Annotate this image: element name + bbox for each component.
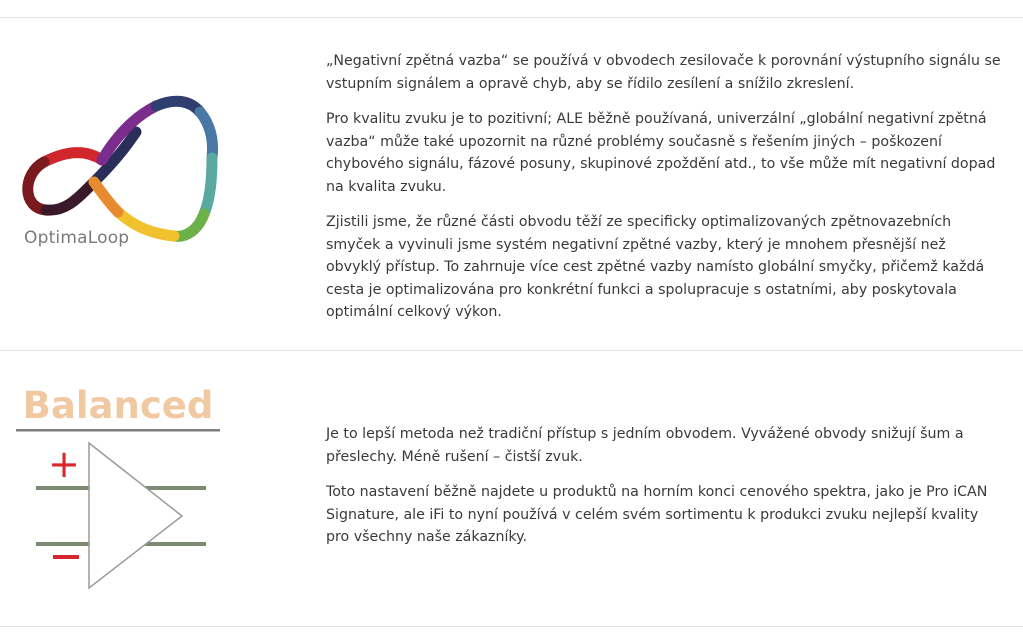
optimaloop-description <box>326 50 1001 324</box>
amplifier-triangle-icon <box>89 443 182 588</box>
balanced-logo-title: Balanced <box>22 384 214 427</box>
top-divider <box>0 17 1023 18</box>
optimaloop-paragraph-1: „Negativní zpětná vazba“ se používá v obvodech zesilovače k porovnání výstupního signálu se vstupním signálem a opravě chyb, aby se řídilo zesílení a snížilo zkreslení. <box>326 53 1001 92</box>
minus-icon <box>53 555 79 559</box>
optimaloop-paragraph-2: Pro kvalitu zvuku je to pozitivní; ALE běžně používaná, univerzální „globální negativní zpětná vazba“ může také upozornit na různé problémy současně s řešením jiných – poškození chybového signálu, fázové posuny, skupinové zpoždění atd., to vše může mít negativní dopad na kvalita zvuku. <box>326 111 996 195</box>
plus-icon: + <box>48 442 80 486</box>
infinity-loop-icon <box>14 90 224 250</box>
section-divider <box>0 350 1023 351</box>
balanced-description <box>326 423 1001 549</box>
balanced-amplifier-icon <box>14 380 229 595</box>
optimaloop-paragraph-3: Zjistili jsme, že různé části obvodu těží ze specificky optimalizovaných zpětnovazebních smyček a vyvinuli jsme systém negativní zpětné vazby, který je mnohem přesnější než obvyklý přístup. To zahrnuje více cest zpětné vazby namísto globální smyčky, přičemž každá cesta je optimalizována pro konkrétní funkci a spolupracuje s ostatními, aby poskytovala optimální celkový výkon. <box>326 214 985 320</box>
balanced-underline <box>16 429 220 432</box>
balanced-logo <box>14 380 229 595</box>
bottom-divider <box>0 626 1023 627</box>
balanced-paragraph-1: Je to lepší metoda než tradiční přístup s jedním obvodem. Vyvážené obvody snižují šum a přeslechy. Méně rušení – čistší zvuk. <box>326 426 964 465</box>
optimaloop-logo <box>14 90 224 250</box>
balanced-paragraph-2: Toto nastavení běžně najdete u produktů na horním konci cenového spektra, jako je Pro iCAN Signature, ale iFi to nyní používá v celém svém sortimentu k produkci zvuku nejlepší kvality pro všechny naše zákazníky. <box>326 484 988 545</box>
optimaloop-logo-label: OptimaLoop <box>24 228 130 248</box>
